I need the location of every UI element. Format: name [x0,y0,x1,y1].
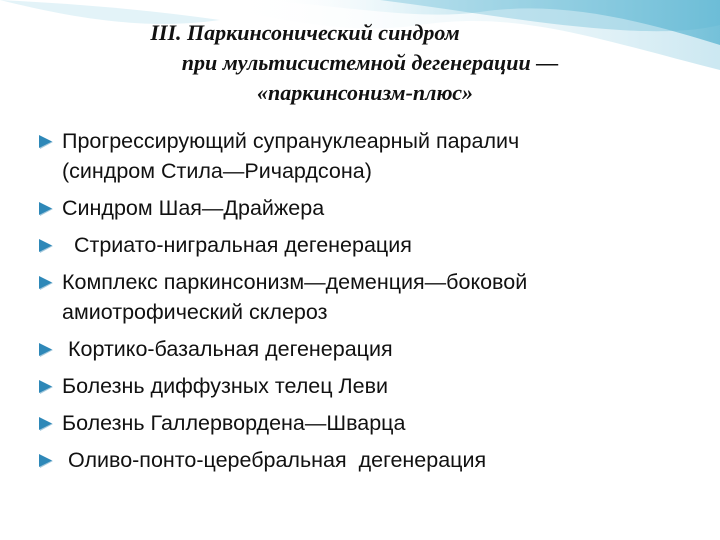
list-item [36,445,696,475]
list-item [36,230,696,260]
arrow-bullet-icon [38,379,54,395]
title-line-3: «паркинсонизм-плюс» [257,80,473,105]
arrow-bullet-icon [38,238,54,254]
arrow-bullet-icon [38,134,54,150]
slide-title [0,18,720,108]
list-item-text: Кортико-базальная дегенерация [62,337,393,361]
disease-list [36,126,696,482]
list-item-text: Оливо-понто-церебральная дегенерация [62,448,487,472]
list-item [36,193,696,223]
list-item-text: Прогрессирующий супрануклеарный паралич [62,129,520,153]
arrow-bullet-icon [38,201,54,217]
arrow-bullet-icon [38,453,54,469]
list-item [36,408,696,438]
title-line-2: при мультисистемной дегенерации — [181,50,559,75]
title-line-1: III. Паркинсонический синдром [150,20,460,45]
arrow-bullet-icon [38,416,54,432]
list-item-text: Болезнь диффузных телец Леви [62,374,389,398]
list-item-text: Стриато-нигральная дегенерация [62,233,412,257]
list-item-text: Болезнь Галлервордена—Шварца [62,411,406,435]
list-item [36,334,696,364]
list-item-text-continued: (синдром Стила—Ричардсона) [62,159,372,183]
list-item-text: Комплекс паркинсонизм—деменция—боковой [62,270,528,294]
list-item-text-continued: амиотрофический склероз [62,300,328,324]
list-item [36,267,696,327]
list-item [36,371,696,401]
arrow-bullet-icon [38,342,54,358]
list-item-text: Синдром Шая—Драйжера [62,196,325,220]
arrow-bullet-icon [38,275,54,291]
list-item [36,126,696,186]
